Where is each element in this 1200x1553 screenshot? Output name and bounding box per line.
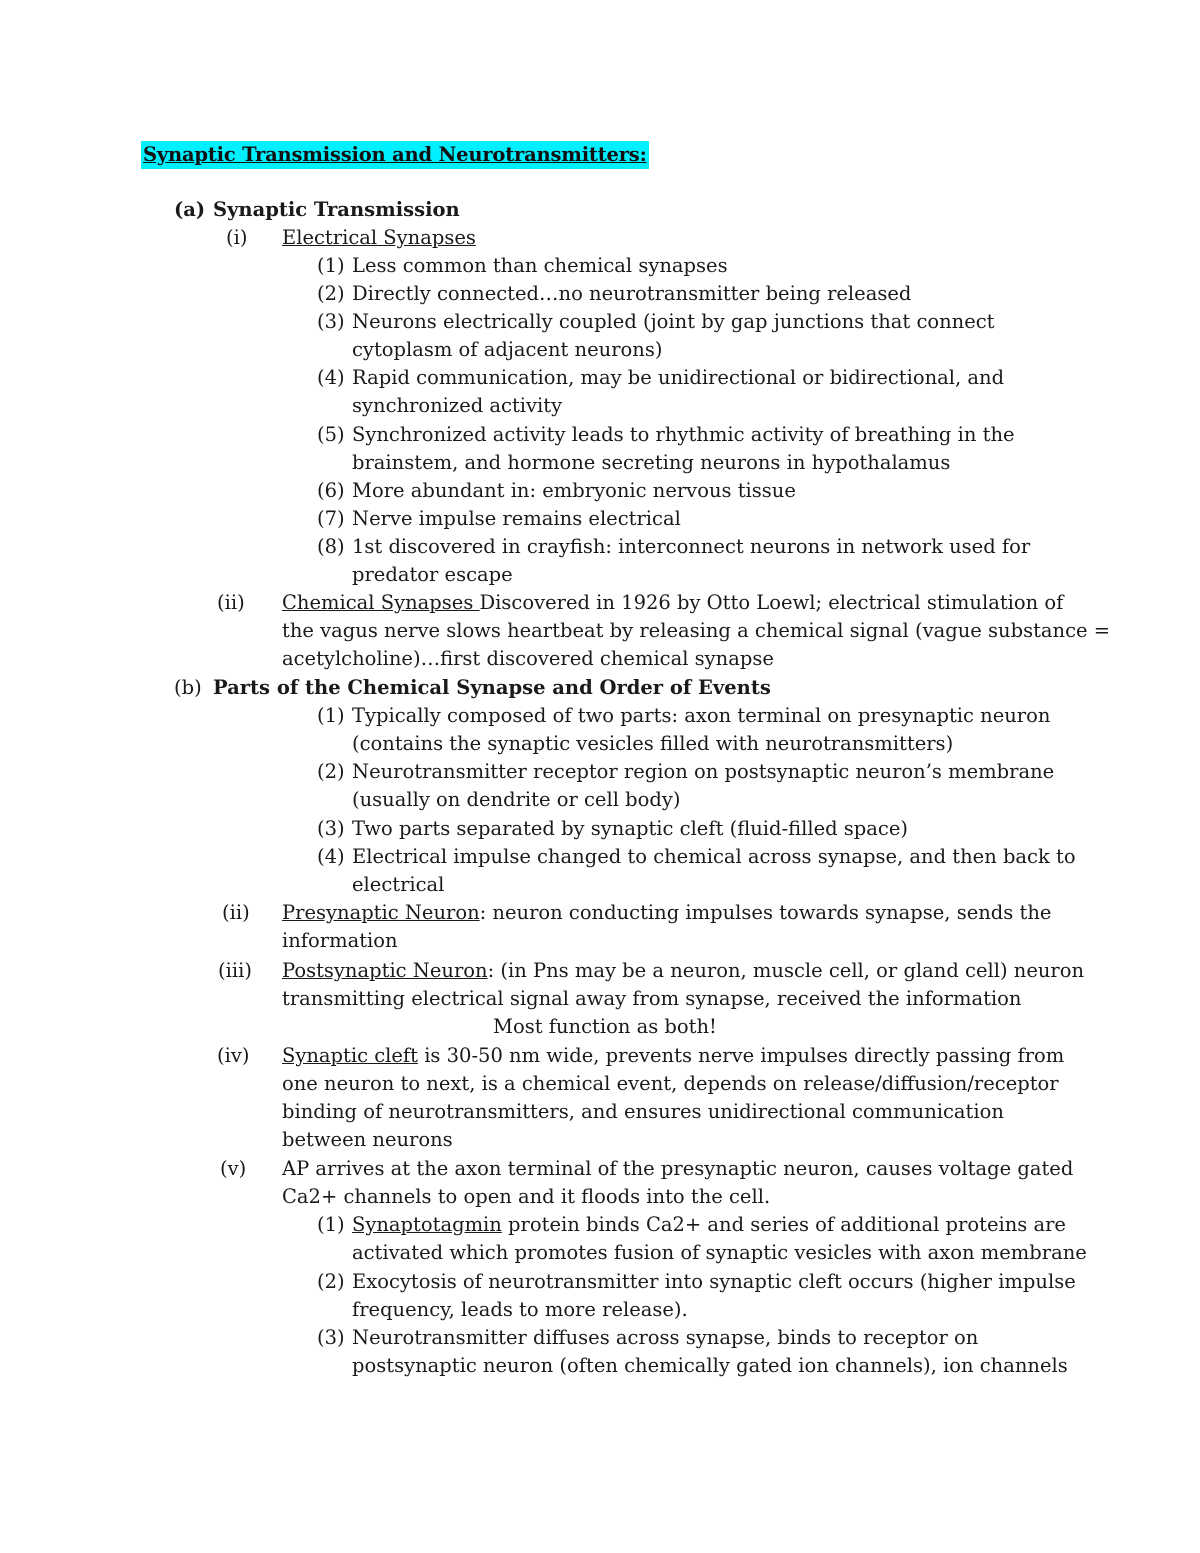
list-item-number: (4) <box>317 845 345 868</box>
b-iv-marker: (iv) <box>217 1044 250 1067</box>
list-item-number: (3) <box>317 817 345 840</box>
list-item-number: (8) <box>317 535 345 558</box>
list-item-continuation: electrical <box>352 873 445 896</box>
b-ii-text: information <box>282 929 398 952</box>
list-item-text: protein binds Ca2+ and series of additional proteins are <box>501 1213 1066 1236</box>
list-item-continuation: brainstem, and hormone secreting neurons in hypothalamus <box>352 451 951 474</box>
list-item-number: (5) <box>317 423 345 446</box>
list-item: Neurotransmitter diffuses across synapse, binds to receptor on <box>352 1326 979 1349</box>
list-item-number: (3) <box>317 1326 345 1349</box>
list-item: Nerve impulse remains electrical <box>352 507 681 530</box>
list-item-continuation: (contains the synaptic vesicles filled with neurotransmitters) <box>352 732 954 755</box>
b-ii-line <box>282 899 1051 927</box>
list-item-number: (1) <box>317 254 345 277</box>
section-a-marker: (a) <box>174 198 206 221</box>
list-item-number: (2) <box>317 1270 345 1293</box>
list-item-continuation: postsynaptic neuron (often chemically gated ion channels), ion channels <box>352 1354 1068 1377</box>
list-item-continuation: frequency, leads to more release). <box>352 1298 688 1321</box>
b-v-text: AP arrives at the axon terminal of the presynaptic neuron, causes voltage gated <box>282 1157 1074 1180</box>
a-ii-marker: (ii) <box>217 591 245 614</box>
b-iv-text: one neuron to next, is a chemical event, depends on release/diffusion/receptor <box>282 1072 1059 1095</box>
list-item: Directly connected…no neurotransmitter being released <box>352 282 912 305</box>
b-iii-text: transmitting electrical signal away from synapse, received the information <box>282 987 1022 1010</box>
a-i-marker: (i) <box>226 226 248 249</box>
list-item: More abundant in: embryonic nervous tissue <box>352 479 796 502</box>
list-item-number: (4) <box>317 366 345 389</box>
a-ii-heading: Chemical Synapses <box>282 591 480 614</box>
presynaptic-term: Presynaptic Neuron <box>282 901 480 924</box>
a-ii-text: Discovered in 1926 by Otto Loewl; electrical stimulation of <box>479 591 1064 614</box>
b-iv-text: between neurons <box>282 1128 453 1151</box>
both-note: Most function as both! <box>493 1015 717 1038</box>
list-item: Neurotransmitter receptor region on postsynaptic neuron’s membrane <box>352 760 1055 783</box>
list-item-number: (3) <box>317 310 345 333</box>
b-iv-line <box>282 1042 1064 1070</box>
postsynaptic-term: Postsynaptic Neuron <box>282 959 488 982</box>
b-iii-line <box>282 957 1084 985</box>
section-a-heading: Synaptic Transmission <box>213 198 460 221</box>
list-item: Two parts separated by synaptic cleft (fluid-filled space) <box>352 817 908 840</box>
synaptotagmin-term: Synaptotagmin <box>352 1213 502 1236</box>
list-item: 1st discovered in crayfish: interconnect neurons in network used for <box>352 535 1031 558</box>
list-item-continuation: synchronized activity <box>352 394 563 417</box>
list-item: Exocytosis of neurotransmitter into synaptic cleft occurs (higher impulse <box>352 1270 1076 1293</box>
list-item-continuation: activated which promotes fusion of synaptic vesicles with axon membrane <box>352 1241 1087 1264</box>
list-item-number: (6) <box>317 479 345 502</box>
list-item-number: (1) <box>317 704 345 727</box>
b-v-marker: (v) <box>220 1157 247 1180</box>
b-iii-marker: (iii) <box>218 959 252 982</box>
b-iv-text: binding of neurotransmitters, and ensures unidirectional communication <box>282 1100 1004 1123</box>
list-item <box>352 1211 1066 1239</box>
list-item: Synchronized activity leads to rhythmic activity of breathing in the <box>352 423 1015 446</box>
section-b-marker: (b) <box>174 676 202 699</box>
list-item: Rapid communication, may be unidirectional or bidirectional, and <box>352 366 1005 389</box>
list-item: Neurons electrically coupled (joint by gap junctions that connect <box>352 310 995 333</box>
list-item-number: (1) <box>317 1213 345 1236</box>
b-ii-marker: (ii) <box>222 901 250 924</box>
a-i-heading: Electrical Synapses <box>282 226 476 249</box>
page-title: Synaptic Transmission and Neurotransmitters: <box>141 141 649 169</box>
b-v-text: Ca2+ channels to open and it floods into the cell. <box>282 1185 771 1208</box>
b-ii-text: : neuron conducting impulses towards synapse, sends the <box>479 901 1052 924</box>
list-item-number: (2) <box>317 282 345 305</box>
synaptic-cleft-term: Synaptic cleft <box>282 1044 418 1067</box>
list-item: Electrical impulse changed to chemical across synapse, and then back to <box>352 845 1076 868</box>
list-item-continuation: cytoplasm of adjacent neurons) <box>352 338 663 361</box>
list-item: Typically composed of two parts: axon terminal on presynaptic neuron <box>352 704 1051 727</box>
a-ii-line <box>282 589 1063 617</box>
list-item: Less common than chemical synapses <box>352 254 728 277</box>
section-b-heading: Parts of the Chemical Synapse and Order of Events <box>213 676 771 699</box>
list-item-number: (2) <box>317 760 345 783</box>
list-item-number: (7) <box>317 507 345 530</box>
b-iv-text: is 30-50 nm wide, prevents nerve impulses directly passing from <box>418 1044 1065 1067</box>
b-iii-text: : (in Pns may be a neuron, muscle cell, or gland cell) neuron <box>487 959 1085 982</box>
list-item-continuation: predator escape <box>352 563 513 586</box>
a-ii-text: the vagus nerve slows heartbeat by releasing a chemical signal (vague substance = <box>282 619 1111 642</box>
list-item-continuation: (usually on dendrite or cell body) <box>352 788 681 811</box>
a-ii-text: acetylcholine)…first discovered chemical synapse <box>282 647 774 670</box>
